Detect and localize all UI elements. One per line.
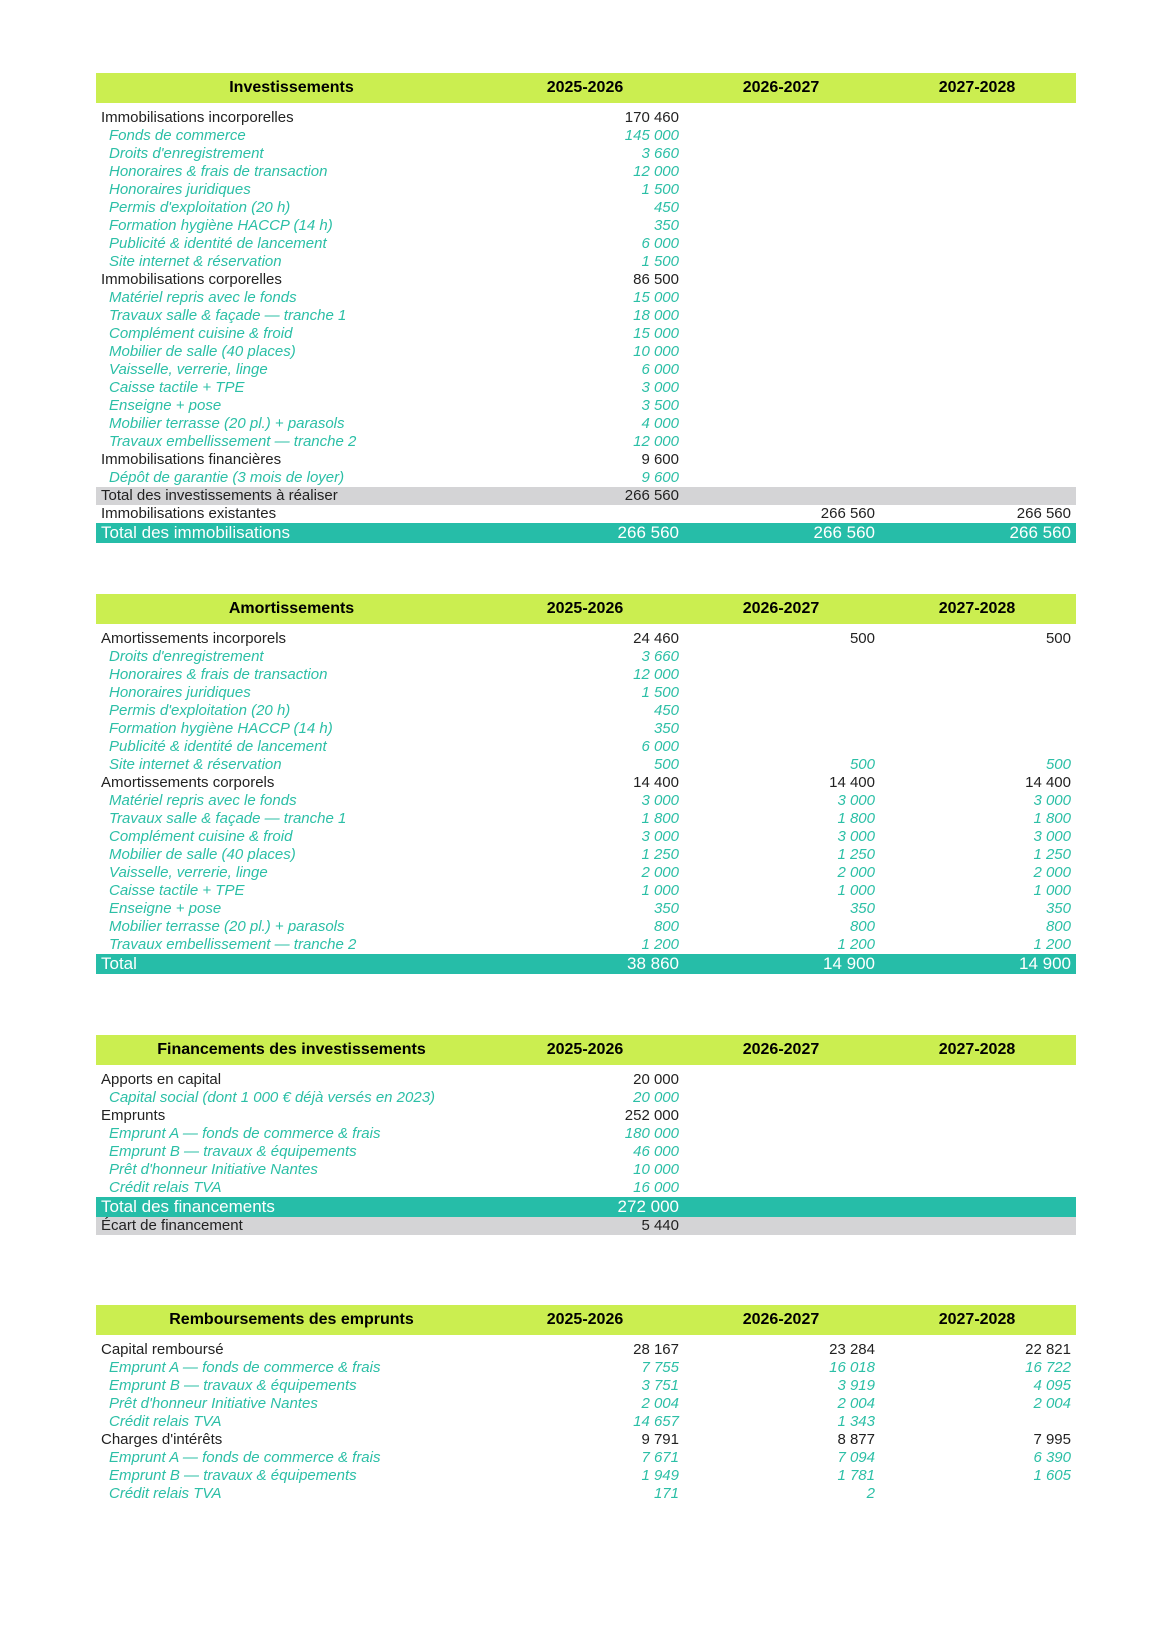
row-value: 3 751 <box>641 1377 679 1394</box>
detail-row <box>96 756 1076 774</box>
total-row <box>96 1217 1076 1235</box>
table-amortissements <box>96 594 1076 974</box>
header-title: Financements des investissements <box>157 1041 426 1058</box>
row-value: 9 600 <box>641 451 679 468</box>
row-value: 16 000 <box>633 1179 679 1196</box>
detail-row <box>96 397 1076 415</box>
row-label: Immobilisations incorporelles <box>101 109 294 126</box>
detail-row <box>96 738 1076 756</box>
row-label: Honoraires juridiques <box>109 684 251 701</box>
row-value: 38 860 <box>627 954 679 973</box>
detail-row <box>96 918 1076 936</box>
detail-row <box>96 163 1076 181</box>
header-year: 2025-2026 <box>546 79 624 96</box>
row-value: 2 000 <box>1033 864 1071 881</box>
detail-row <box>96 433 1076 451</box>
row-value: 1 500 <box>641 181 679 198</box>
row-label: Enseigne + pose <box>109 397 222 414</box>
row-value: 46 000 <box>633 1143 679 1160</box>
detail-row <box>96 415 1076 433</box>
row-value: 14 900 <box>1019 954 1071 973</box>
row-label: Caisse tactile + TPE <box>109 882 245 899</box>
table-header <box>96 1035 1076 1065</box>
row-value: 3 000 <box>641 792 679 809</box>
row-value: 16 722 <box>1025 1359 1071 1376</box>
row-label: Crédit relais TVA <box>109 1413 222 1430</box>
detail-row <box>96 325 1076 343</box>
row-value: 1 200 <box>641 936 679 953</box>
detail-row <box>96 181 1076 199</box>
row-label: Mobilier terrasse (20 pl.) + parasols <box>109 415 345 432</box>
row-label: Dépôt de garantie (3 mois de loyer) <box>109 469 345 486</box>
category-row <box>96 1107 1076 1125</box>
header-year: 2026-2027 <box>742 1311 820 1328</box>
row-label: Amortissements incorporels <box>101 630 287 647</box>
header-year: 2027-2028 <box>938 600 1016 617</box>
row-value: 450 <box>653 199 679 216</box>
row-label: Formation hygiène HACCP (14 h) <box>109 217 333 234</box>
header-year: 2025-2026 <box>546 600 624 617</box>
row-value: 500 <box>849 630 875 647</box>
header-year: 2026-2027 <box>742 600 820 617</box>
row-label: Site internet & réservation <box>109 253 282 270</box>
row-value: 7 755 <box>641 1359 679 1376</box>
row-label: Honoraires & frais de transaction <box>109 163 328 180</box>
row-value: 500 <box>849 756 875 773</box>
detail-row <box>96 145 1076 163</box>
row-label: Mobilier de salle (40 places) <box>109 846 296 863</box>
row-value: 6 000 <box>641 738 679 755</box>
detail-row <box>96 792 1076 810</box>
detail-row <box>96 900 1076 918</box>
row-value: 1 000 <box>1033 882 1071 899</box>
row-value: 1 000 <box>837 882 875 899</box>
category-row <box>96 271 1076 289</box>
row-label: Emprunt B — travaux & équipements <box>109 1377 357 1394</box>
detail-row <box>96 217 1076 235</box>
detail-row <box>96 810 1076 828</box>
row-label: Travaux salle & façade — tranche 1 <box>109 307 347 324</box>
row-label: Emprunt A — fonds de commerce & frais <box>109 1125 381 1142</box>
row-value: 14 400 <box>633 774 679 791</box>
row-value: 180 000 <box>624 1125 679 1142</box>
row-value: 20 000 <box>633 1071 679 1088</box>
row-value: 272 000 <box>617 1197 679 1216</box>
category-row <box>96 505 1076 523</box>
row-value: 3 000 <box>641 379 679 396</box>
row-label: Crédit relais TVA <box>109 1485 222 1502</box>
table-header <box>96 1305 1076 1335</box>
header-year: 2027-2028 <box>938 1311 1016 1328</box>
header-title: Remboursements des emprunts <box>169 1311 414 1328</box>
row-label: Caisse tactile + TPE <box>109 379 245 396</box>
row-value: 450 <box>653 702 679 719</box>
row-label: Mobilier terrasse (20 pl.) + parasols <box>109 918 345 935</box>
header-year: 2025-2026 <box>546 1311 624 1328</box>
row-label: Publicité & identité de lancement <box>109 738 327 755</box>
row-value: 266 560 <box>1009 523 1071 542</box>
detail-row <box>96 648 1076 666</box>
row-value: 12 000 <box>633 433 679 450</box>
header-year: 2027-2028 <box>938 79 1016 96</box>
row-label: Emprunts <box>101 1107 166 1124</box>
table-investissements <box>96 73 1076 543</box>
row-value: 1 500 <box>641 684 679 701</box>
row-value: 3 660 <box>641 648 679 665</box>
row-label: Enseigne + pose <box>109 900 222 917</box>
row-value: 24 460 <box>633 630 679 647</box>
row-value: 2 000 <box>837 864 875 881</box>
row-value: 266 560 <box>617 523 679 542</box>
row-value: 266 560 <box>813 523 875 542</box>
row-value: 6 000 <box>641 361 679 378</box>
row-value: 266 560 <box>1016 505 1071 522</box>
row-value: 2 004 <box>641 1395 679 1412</box>
row-label: Capital social (dont 1 000 € déjà versés en 2023) <box>109 1089 436 1106</box>
row-value: 14 400 <box>829 774 875 791</box>
detail-row <box>96 1125 1076 1143</box>
detail-row <box>96 469 1076 487</box>
header-title: Investissements <box>229 79 354 96</box>
row-value: 14 900 <box>823 954 875 973</box>
row-label: Droits d'enregistrement <box>109 648 264 665</box>
row-value: 12 000 <box>633 163 679 180</box>
row-label: Apports en capital <box>101 1071 222 1088</box>
header-year: 2026-2027 <box>742 1041 820 1058</box>
row-value: 4 095 <box>1033 1377 1071 1394</box>
row-value: 14 657 <box>633 1413 679 1430</box>
row-value: 1 949 <box>641 1467 679 1484</box>
row-value: 4 000 <box>641 415 679 432</box>
detail-row <box>96 127 1076 145</box>
row-value: 10 000 <box>633 1161 679 1178</box>
row-label: Vaisselle, verrerie, linge <box>109 864 268 881</box>
row-label: Honoraires & frais de transaction <box>109 666 328 683</box>
row-value: 18 000 <box>633 307 679 324</box>
row-value: 6 390 <box>1033 1449 1071 1466</box>
row-value: 3 000 <box>1033 792 1071 809</box>
detail-row <box>96 828 1076 846</box>
row-value: 22 821 <box>1025 1341 1071 1358</box>
header-year: 2025-2026 <box>546 1041 624 1058</box>
header-title: Amortissements <box>228 600 355 617</box>
row-value: 12 000 <box>633 666 679 683</box>
row-value: 350 <box>849 900 875 917</box>
detail-row <box>96 343 1076 361</box>
detail-row <box>96 684 1076 702</box>
table-header <box>96 594 1076 624</box>
row-label: Matériel repris avec le fonds <box>109 792 297 809</box>
row-label: Formation hygiène HACCP (14 h) <box>109 720 333 737</box>
category-row <box>96 1431 1076 1449</box>
row-label: Charges d'intérêts <box>101 1431 223 1448</box>
row-label: Emprunt A — fonds de commerce & frais <box>109 1449 381 1466</box>
header-year: 2027-2028 <box>938 1041 1016 1058</box>
detail-row <box>96 289 1076 307</box>
detail-row <box>96 702 1076 720</box>
row-value: 9 791 <box>641 1431 679 1448</box>
row-value: 86 500 <box>633 271 679 288</box>
row-value: 1 000 <box>641 882 679 899</box>
row-value: 2 004 <box>1033 1395 1071 1412</box>
row-label: Écart de financement <box>101 1217 243 1234</box>
row-value: 500 <box>653 756 679 773</box>
row-value: 3 000 <box>837 828 875 845</box>
detail-row <box>96 1377 1076 1395</box>
row-value: 1 781 <box>837 1467 875 1484</box>
detail-row <box>96 1161 1076 1179</box>
row-label: Honoraires juridiques <box>109 181 251 198</box>
row-value: 1 800 <box>641 810 679 827</box>
detail-row <box>96 882 1076 900</box>
row-value: 170 460 <box>624 109 679 126</box>
row-label: Droits d'enregistrement <box>109 145 264 162</box>
row-label: Permis d'exploitation (20 h) <box>109 199 291 216</box>
row-value: 350 <box>653 900 679 917</box>
category-row <box>96 1341 1076 1359</box>
table-financements <box>96 1035 1076 1235</box>
detail-row <box>96 199 1076 217</box>
row-label: Total <box>101 955 137 973</box>
row-value: 252 000 <box>624 1107 679 1124</box>
row-value: 1 500 <box>641 253 679 270</box>
table-header <box>96 73 1076 103</box>
total-row <box>96 487 1076 505</box>
detail-row <box>96 1395 1076 1413</box>
row-label: Crédit relais TVA <box>109 1179 222 1196</box>
row-value: 1 200 <box>837 936 875 953</box>
category-row <box>96 451 1076 469</box>
row-value: 15 000 <box>633 289 679 306</box>
category-row <box>96 774 1076 792</box>
row-value: 350 <box>653 217 679 234</box>
row-value: 28 167 <box>633 1341 679 1358</box>
row-label: Emprunt B — travaux & équipements <box>109 1467 357 1484</box>
detail-row <box>96 235 1076 253</box>
row-value: 6 000 <box>641 235 679 252</box>
row-value: 3 660 <box>641 145 679 162</box>
row-value: 7 094 <box>837 1449 875 1466</box>
category-row <box>96 1071 1076 1089</box>
row-label: Publicité & identité de lancement <box>109 235 327 252</box>
row-label: Site internet & réservation <box>109 756 282 773</box>
row-value: 171 <box>653 1485 679 1502</box>
row-value: 7 995 <box>1033 1431 1071 1448</box>
detail-row <box>96 307 1076 325</box>
row-value: 15 000 <box>633 325 679 342</box>
row-value: 9 600 <box>641 469 679 486</box>
row-value: 2 004 <box>837 1395 875 1412</box>
detail-row <box>96 253 1076 271</box>
row-value: 500 <box>1045 756 1071 773</box>
row-label: Emprunt A — fonds de commerce & frais <box>109 1359 381 1376</box>
category-row <box>96 630 1076 648</box>
row-value: 266 560 <box>820 505 875 522</box>
detail-row <box>96 361 1076 379</box>
row-value: 23 284 <box>829 1341 875 1358</box>
row-value: 500 <box>1045 630 1071 647</box>
detail-row <box>96 846 1076 864</box>
row-value: 2 <box>866 1485 875 1502</box>
row-label: Capital remboursé <box>101 1341 224 1358</box>
row-value: 14 400 <box>1025 774 1071 791</box>
row-value: 1 605 <box>1033 1467 1071 1484</box>
row-value: 350 <box>1045 900 1071 917</box>
row-label: Complément cuisine & froid <box>109 828 293 845</box>
row-value: 800 <box>849 918 875 935</box>
row-value: 3 000 <box>1033 828 1071 845</box>
row-label: Mobilier de salle (40 places) <box>109 343 296 360</box>
row-value: 1 250 <box>837 846 875 863</box>
row-value: 350 <box>653 720 679 737</box>
row-value: 3 000 <box>641 828 679 845</box>
row-label: Travaux embellissement — tranche 2 <box>109 936 357 953</box>
total-row <box>96 954 1076 974</box>
row-value: 800 <box>1045 918 1071 935</box>
row-value: 1 200 <box>1033 936 1071 953</box>
row-value: 7 671 <box>641 1449 679 1466</box>
detail-row <box>96 1413 1076 1431</box>
row-label: Complément cuisine & froid <box>109 325 293 342</box>
detail-row <box>96 1467 1076 1485</box>
detail-row <box>96 1485 1076 1503</box>
row-value: 2 000 <box>641 864 679 881</box>
detail-row <box>96 1143 1076 1161</box>
row-value: 3 000 <box>837 792 875 809</box>
table-remboursements <box>96 1305 1076 1503</box>
detail-row <box>96 1359 1076 1377</box>
detail-row <box>96 1179 1076 1197</box>
row-label: Prêt d'honneur Initiative Nantes <box>109 1161 318 1178</box>
row-label: Travaux salle & façade — tranche 1 <box>109 810 347 827</box>
row-label: Permis d'exploitation (20 h) <box>109 702 291 719</box>
detail-row <box>96 1089 1076 1107</box>
row-label: Prêt d'honneur Initiative Nantes <box>109 1395 318 1412</box>
header-year: 2026-2027 <box>742 79 820 96</box>
row-label: Vaisselle, verrerie, linge <box>109 361 268 378</box>
row-label: Matériel repris avec le fonds <box>109 289 297 306</box>
detail-row <box>96 864 1076 882</box>
row-label: Immobilisations existantes <box>101 505 277 522</box>
row-label: Immobilisations corporelles <box>101 271 282 288</box>
row-value: 16 018 <box>829 1359 875 1376</box>
detail-row <box>96 379 1076 397</box>
row-value: 10 000 <box>633 343 679 360</box>
row-label: Total des immobilisations <box>101 524 290 542</box>
row-value: 1 800 <box>1033 810 1071 827</box>
row-label: Amortissements corporels <box>101 774 275 791</box>
row-value: 1 250 <box>1033 846 1071 863</box>
total-row <box>96 523 1076 543</box>
row-label: Immobilisations financières <box>101 451 282 468</box>
row-value: 3 919 <box>837 1377 875 1394</box>
detail-row <box>96 720 1076 738</box>
row-value: 800 <box>653 918 679 935</box>
row-value: 1 250 <box>641 846 679 863</box>
row-value: 1 343 <box>837 1413 875 1430</box>
row-value: 1 800 <box>837 810 875 827</box>
row-label: Total des financements <box>101 1198 275 1216</box>
category-row <box>96 109 1076 127</box>
row-value: 3 500 <box>641 397 679 414</box>
detail-row <box>96 666 1076 684</box>
total-row <box>96 1197 1076 1217</box>
row-label: Fonds de commerce <box>109 127 246 144</box>
row-value: 20 000 <box>633 1089 679 1106</box>
row-label: Travaux embellissement — tranche 2 <box>109 433 357 450</box>
detail-row <box>96 1449 1076 1467</box>
row-label: Emprunt B — travaux & équipements <box>109 1143 357 1160</box>
row-value: 266 560 <box>624 487 679 504</box>
row-value: 5 440 <box>641 1217 679 1234</box>
detail-row <box>96 936 1076 954</box>
row-value: 145 000 <box>624 127 679 144</box>
row-value: 8 877 <box>837 1431 875 1448</box>
row-label: Total des investissements à réaliser <box>101 487 338 504</box>
